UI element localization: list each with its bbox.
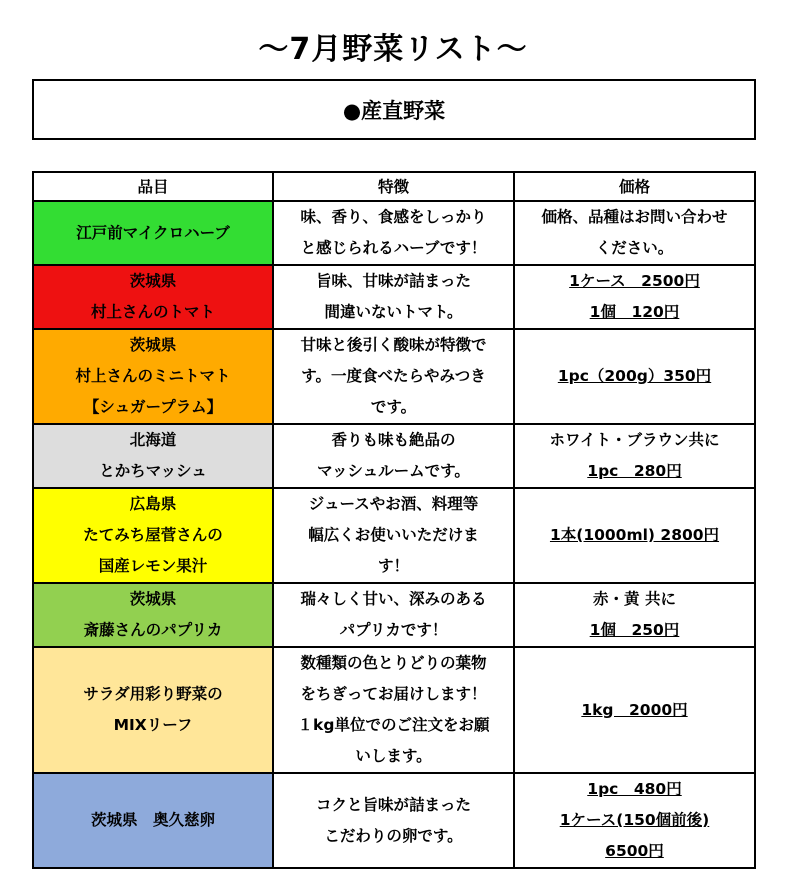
feature-cell-line: こだわりの卵です。 <box>324 826 463 845</box>
item-cell-line: 広島県 <box>129 495 177 513</box>
price-cell-line: 1個 250円 <box>589 621 680 639</box>
feature-cell-line: 間違いないトマト。 <box>324 303 463 321</box>
item-cell-line: 村上さんのトマト <box>90 303 215 321</box>
feature-cell-line: ジュースやお酒、料理等 <box>308 495 479 513</box>
price-cell-line: 1pc 480円 <box>587 780 682 798</box>
feature-cell <box>273 583 514 647</box>
table-row <box>33 583 755 647</box>
section-header <box>32 79 756 140</box>
table-row <box>33 201 755 265</box>
feature-cell-line: パプリカです！ <box>339 621 448 639</box>
price-cell-line: 6500円 <box>605 842 664 860</box>
price-cell <box>514 201 755 265</box>
feature-cell-line: をちぎってお届けします！ <box>300 685 487 703</box>
table-row <box>33 647 755 773</box>
feature-cell <box>273 488 514 583</box>
item-cell-line: 国産レモン果汁 <box>98 557 208 575</box>
item-cell-line: 斎藤さんのパプリカ <box>83 621 223 639</box>
vegetable-table <box>32 171 756 869</box>
price-cell-line: ホワイト・ブラウン共に <box>549 431 720 449</box>
price-cell-line: 1個 120円 <box>589 303 680 321</box>
feature-cell-line: 旨味、甘味が詰まった <box>315 272 471 290</box>
feature-cell <box>273 424 514 488</box>
item-cell <box>33 488 273 583</box>
price-cell-line: 1kg 2000円 <box>581 700 688 719</box>
table-header-row <box>33 172 755 201</box>
feature-cell-line: コクと旨味が詰まった <box>315 795 471 814</box>
table-row <box>33 329 755 424</box>
price-cell-line: 1pc 280円 <box>587 462 682 480</box>
page-title: ～7月野菜リスト～ <box>258 32 528 67</box>
price-cell <box>514 773 755 868</box>
price-cell-line: 価格、品種はお問い合わせ <box>541 208 728 226</box>
feature-cell-line: す。一度食べたらやみつき <box>301 367 486 385</box>
feature-cell <box>273 773 514 868</box>
item-cell-line: 茨城県 奥久慈卵 <box>90 811 215 829</box>
section-title: ●産直野菜 <box>342 98 446 123</box>
table-row <box>33 424 755 488</box>
item-cell-line: 江戸前マイクロハーブ <box>76 223 230 242</box>
feature-cell-line: す！ <box>377 557 409 575</box>
item-cell <box>33 329 273 424</box>
feature-cell-line: 瑞々しく甘い、深みのある <box>300 590 487 608</box>
header-price: 価格 <box>514 172 755 201</box>
price-cell <box>514 265 755 329</box>
feature-cell-line: １kg単位でのご注文をお願 <box>297 716 490 734</box>
price-cell <box>514 583 755 647</box>
table-row <box>33 773 755 868</box>
feature-cell <box>273 265 514 329</box>
feature-cell-line: 甘味と後引く酸味が特徴で <box>300 336 487 354</box>
feature-cell-line: いします。 <box>355 747 432 765</box>
item-cell <box>33 647 273 773</box>
feature-cell-line: マッシュルームです。 <box>317 462 470 480</box>
feature-cell <box>273 647 514 773</box>
item-cell-line: 【シュガープラム】 <box>83 398 223 416</box>
feature-cell-line: 香りも味も絶品の <box>331 431 456 449</box>
price-cell-line: 1本(1000ml) 2800円 <box>549 526 720 544</box>
price-cell-line: ください。 <box>595 239 674 257</box>
item-cell-line: MIXリーフ <box>113 716 193 734</box>
header-item: 品目 <box>33 172 273 201</box>
table-row <box>33 265 755 329</box>
item-cell-line: 村上さんのミニトマト <box>75 367 231 385</box>
item-cell-line: 茨城県 <box>129 590 177 608</box>
price-cell-line: 1pc（200g）350円 <box>557 367 712 385</box>
feature-cell-line: です。 <box>370 398 417 416</box>
item-cell <box>33 773 273 868</box>
item-cell-line: 北海道 <box>129 431 177 449</box>
price-cell <box>514 488 755 583</box>
item-cell-line: 茨城県 <box>129 272 177 290</box>
price-cell <box>514 647 755 773</box>
feature-cell <box>273 329 514 424</box>
price-cell-line: 1ケース(150個前後) <box>559 811 710 829</box>
item-cell-line: 茨城県 <box>129 336 177 354</box>
price-cell-line: 赤・黄 共に <box>593 590 676 608</box>
feature-cell <box>273 201 514 265</box>
feature-cell-line: 幅広くお使いいただけま <box>308 526 479 544</box>
item-cell <box>33 583 273 647</box>
item-cell-line: サラダ用彩り野菜の <box>83 685 223 703</box>
feature-cell-line: 味、香り、食感をしっかり <box>300 208 487 226</box>
table-row <box>33 488 755 583</box>
item-cell-line: たてみち屋菅さんの <box>83 526 223 544</box>
item-cell-line: とかちマッシュ <box>99 462 207 480</box>
header-feature: 特徴 <box>273 172 514 201</box>
feature-cell-line: 数種類の色とりどりの葉物 <box>300 654 487 672</box>
price-cell <box>514 329 755 424</box>
item-cell <box>33 201 273 265</box>
item-cell <box>33 265 273 329</box>
item-cell <box>33 424 273 488</box>
feature-cell-line: と感じられるハーブです！ <box>300 239 487 257</box>
price-cell <box>514 424 755 488</box>
price-cell-line: 1ケース 2500円 <box>569 272 700 290</box>
